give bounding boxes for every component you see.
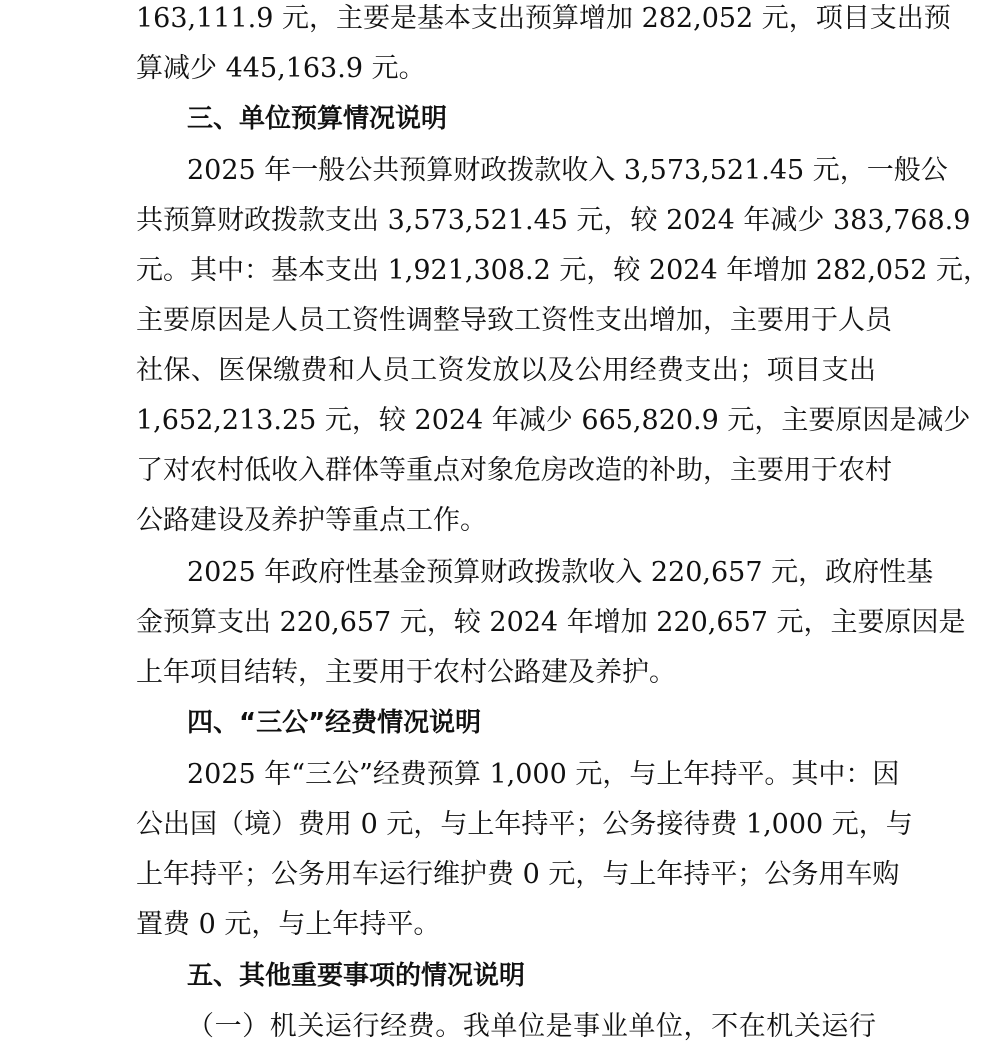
section-heading: 五、其他重要事项的情况说明: [187, 961, 526, 991]
section-heading: 四、“三公”经费情况说明: [187, 708, 482, 738]
body-text-line: 置费 0 元，与上年持平。: [136, 909, 441, 940]
body-text-line: 元。其中：基本支出 1,921,308.2 元，较 2024 年增加 282,052 元，: [136, 255, 991, 286]
paragraph-first-line: 2025 年政府性基金预算财政拨款收入 220,657 元，政府性基: [187, 557, 934, 588]
body-text-line: 主要原因是人员工资性调整导致工资性支出增加，主要用于人员: [136, 305, 892, 336]
body-text-line: 1,652,213.25 元，较 2024 年减少 665,820.9 元，主要原因是减少: [136, 405, 971, 436]
body-text-line: 上年持平；公务用车运行维护费 0 元，与上年持平；公务用车购: [136, 859, 900, 890]
body-text-line: 算减少 445,163.9 元。: [136, 53, 426, 84]
body-text-line: 公出国（境）费用 0 元，与上年持平；公务接待费 1,000 元，与: [136, 809, 913, 840]
section-heading: 三、单位预算情况说明: [187, 104, 448, 134]
body-text-line: 共预算财政拨款支出 3,573,521.45 元，较 2024 年减少 383,768.9: [136, 205, 971, 236]
body-text-line: 社保、医保缴费和人员工资发放以及公用经费支出；项目支出: [136, 355, 876, 386]
paragraph-first-line: 2025 年一般公共预算财政拨款收入 3,573,521.45 元，一般公: [187, 155, 948, 186]
body-text-line: 公路建设及养护等重点工作。: [136, 505, 487, 536]
body-text-line: 上年项目结转，主要用于农村公路建及养护。: [136, 657, 676, 688]
body-text-line: 金预算支出 220,657 元，较 2024 年增加 220,657 元，主要原因是: [136, 607, 966, 638]
subsection-line: （一）机关运行经费。我单位是事业单位，不在机关运行: [187, 1011, 876, 1042]
body-text-line: 163,111.9 元，主要是基本支出预算增加 282,052 元，项目支出预: [136, 3, 951, 34]
body-text-line: 了对农村低收入群体等重点对象危房改造的补助，主要用于农村: [136, 455, 892, 486]
paragraph-first-line: 2025 年“三公”经费预算 1,000 元，与上年持平。其中：因: [187, 759, 900, 790]
